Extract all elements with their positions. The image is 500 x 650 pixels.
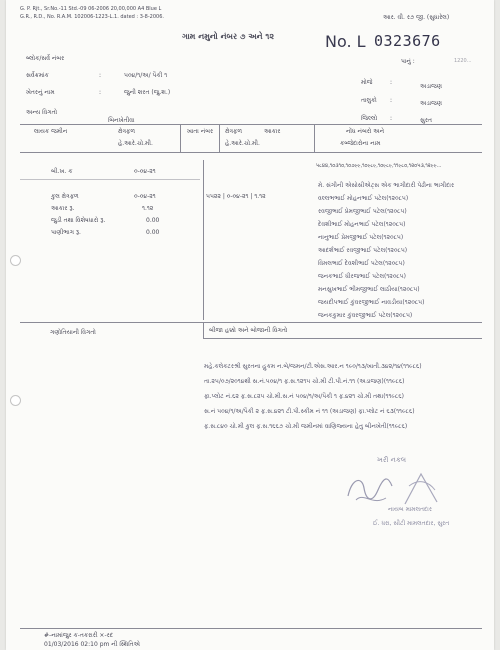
stamp-seal-icon bbox=[401, 468, 441, 510]
publication-line-2: G.R., R.D., No. R.A.M. 102006-1223-L.1. dated : 3-8-2006. bbox=[20, 14, 164, 20]
section2-header-rule bbox=[203, 338, 482, 339]
note-line: મહે.કલેકટરશ્રી સુરતના હુકમ ન.બે/જમન/ટી.એસ.આર.ન ૧૯૦/૧૩/ખાતી.૩૪૨/૧૪(૧૧૯૮૬) bbox=[204, 363, 422, 370]
left-row-label: આકાર રૂ. bbox=[51, 205, 75, 212]
holder-name: જનકકુમાર કુંવરજીભાઈ પટેલ(૧૨૦૮૫) bbox=[318, 312, 413, 319]
footer-rule bbox=[20, 628, 482, 629]
tenure-colon: : bbox=[99, 89, 102, 96]
area-unit: હે.આરે.ચો.મી. bbox=[118, 140, 153, 147]
tenure-label: ખેતરનું નામ bbox=[26, 89, 55, 96]
left-row-label: કુલ ક્ષેત્રફળ bbox=[51, 193, 79, 200]
page-title: ગામ નમુનો નંબર ૭ અને ૧૨ bbox=[182, 32, 275, 41]
left-row-value: 0.00 bbox=[146, 217, 160, 224]
serial-number: 0323676 bbox=[374, 32, 441, 50]
footer-legend: #-નામાંજુર ક-તકરારી ×-રદ bbox=[44, 632, 114, 639]
note-line: ફ.સ.૮૪૦ ચો.મી કુલ ફ.સ.૧૬૬૭ ચો.મી જમીનમાં વાણિજ્યના હેતુ બીનખેતી(૧૧૯૮૬) bbox=[204, 423, 408, 430]
tenure-value: જુની શરત (જુ.શ.) bbox=[124, 89, 171, 96]
holder-name: વિમલભાઈ દેવશીભાઈ પટેલ(૧૨૦૮૫) bbox=[318, 260, 405, 267]
area-label: ક્ષેત્રફળ bbox=[118, 128, 136, 135]
note-line: ફા.પ્લોટ નં.૬૨ ફ.સ.૮૨૫ ચો.મી.સ.નં ૫૦૪/૧/અ/પૈકી ૧ ફ.૪૨૧ ચો.મી તથા(૧૧૯૮૬) bbox=[204, 393, 404, 400]
account-row: ૫૫૨૨ | ૦-૦૪-૨૧ | ૧.૧૨ bbox=[206, 193, 266, 200]
taluka-label: તાલુકો bbox=[361, 97, 377, 104]
holder-label: કબ્જેદારોના નામ bbox=[340, 140, 381, 147]
serial-prefix: No. L bbox=[325, 32, 366, 51]
holder-name: જયદીપભાઈ કુંવરજીભાઈ નાવડીયા(૧૨૦૮૫) bbox=[318, 299, 425, 306]
village-colon: : bbox=[390, 79, 393, 86]
left-row-value: 0.00 bbox=[146, 229, 160, 236]
left-row-value: ૦-૦૪-૨૧ bbox=[134, 193, 156, 200]
subdivision-colon: : bbox=[99, 72, 102, 79]
holder-name: મનસુખભાઈ ભીમજીભાઈ લાઠીયા(૧૨૦૮૫) bbox=[318, 286, 420, 293]
punch-hole-bottom bbox=[10, 395, 21, 406]
table-header-rule bbox=[20, 152, 482, 153]
district-label: જિલ્લો bbox=[361, 115, 378, 122]
holder-name: નાનુભાઈ પ્રેમજીભાઈ પટેલ(૧૨૦૮૫) bbox=[318, 234, 404, 241]
village-label: મોજે bbox=[361, 79, 373, 86]
stamp-office: ઈ. ધરા, સીટી મામલતદાર, સુરત bbox=[373, 520, 450, 527]
table-top-rule bbox=[20, 124, 482, 125]
section2-rule bbox=[20, 322, 482, 323]
header-divider-3 bbox=[314, 124, 315, 152]
subdivision-value: ૫૦૪/૧/અ/ પૈકી ૧ bbox=[124, 72, 168, 79]
mortgage-label: ગણોતિયાની વિગતો bbox=[50, 329, 96, 336]
page-value: 1220... bbox=[454, 58, 472, 64]
note-line: તા.૨૫/૦૭/૨૦૧૪થી સ.નં.૫૦૪/૧ ફ.સ.૧૨૧૫ ચો.મી ટી.પી.નં.૧૧ (અડાજણ)(૧૧૯૮૬) bbox=[204, 378, 405, 385]
area2-label: ક્ષેત્રફળ bbox=[225, 128, 243, 135]
assessment-label: આકાર bbox=[264, 128, 281, 135]
left-row-value: ૦-૦૪-૨૧ bbox=[134, 168, 156, 175]
publication-line-1: G. P. Rjt., Sr.No.-11 Std.-09 06-2006 20,00,000 A4 Blue L bbox=[20, 6, 162, 12]
other-details-label: અન્ય વિગતો bbox=[26, 109, 58, 116]
holder-name: રવજીભાઈ પ્રેમજીભાઈ પટેલ(૧૨૦૮૫) bbox=[318, 208, 407, 215]
holder-name: દેવશીભાઈ મોહનભાઈ પટેલ(૧૨૦૮૫) bbox=[318, 221, 406, 228]
record-page bbox=[6, 0, 494, 650]
taluka-colon: : bbox=[390, 97, 393, 104]
entry-label: નોંધ નંબરો અને bbox=[346, 128, 385, 135]
note-line: સ.નં ૫૦૪/૧/અ/પૈકી ૨ ફ.સ.૪૨૧ ટી.પી.સ્કીમ નં ૧૧ (અડાજણ) ફા.પ્લોટ નં ૬૩(૧૧૯૮૬) bbox=[204, 408, 415, 415]
section2-divider bbox=[203, 322, 204, 338]
account-label: ખાતા નંબર bbox=[187, 128, 214, 135]
holder-name: વલ્લભભાઈ મોહનભાઈ પટેલ(૧૨૦૮૫) bbox=[318, 195, 409, 202]
page-label: પાનું : bbox=[401, 58, 415, 65]
punch-hole-top bbox=[10, 255, 21, 266]
footer-timestamp: 01/03/2016 02:10 pm ની સ્થિતિએ bbox=[44, 641, 140, 648]
header-divider-1 bbox=[180, 124, 181, 152]
left-row-value: ૧.૧૨ bbox=[142, 205, 154, 212]
left-row-label: પાણીભાગ રૂ. bbox=[51, 229, 81, 236]
holder-name: જનકભાઈ ધીરજભાઈ પટેલ(૧૨૦૮૫) bbox=[318, 273, 407, 280]
area2-unit: હે.આરે.ચો.મી. bbox=[225, 140, 260, 147]
entry-numbers: ૫૮૪૪,૧૦૩૧૦,૧૦૭૯૯,૧૦૯૮૯,૧૦૯૮૯,૧૧૯૮૦,૧૨૦૫૩,૧૨૯૯... bbox=[316, 163, 442, 169]
body-divider bbox=[203, 160, 204, 320]
holder-name: મે. સંગીની એસોસીએટ્સ એક ભાગીદારી પેઢીના ભાગીદાર bbox=[318, 182, 455, 189]
header-divider-2 bbox=[219, 124, 220, 152]
form-code: આર. વી. ર૭ જી. (સુધારેલ) bbox=[383, 14, 450, 21]
other-rights-label: બીજા હક્કો અને બોજાની વિગતો bbox=[209, 327, 288, 334]
district-colon: : bbox=[390, 115, 393, 122]
left-row-label: બી.ખ. ક bbox=[51, 168, 73, 175]
district-value: સુરત bbox=[420, 117, 432, 124]
holder-name: આદર્શભાઈ રવજીભાઈ પટેલ(૧૨૦૮૫) bbox=[318, 247, 408, 254]
block-label: બ્લોક/સર્વે નંબર bbox=[26, 55, 65, 62]
left-row-label: જુડી તથા વિશેષધારો રૂ. bbox=[51, 217, 106, 224]
signature bbox=[342, 470, 396, 510]
taluka-value: અડાજણ bbox=[420, 100, 443, 107]
stamp-true-copy: ખરી નકલ bbox=[377, 456, 407, 464]
stamp-designation: નાયબ મામલતદાર bbox=[388, 506, 432, 513]
subdivision-label: સર્વેક્રમાંક bbox=[26, 72, 49, 79]
left-row-rule bbox=[20, 179, 200, 180]
land-label: લાયક જમીન bbox=[34, 128, 68, 135]
special-label: બિનખેતીવા bbox=[108, 117, 135, 124]
village-value: અડાજણ bbox=[420, 83, 443, 90]
